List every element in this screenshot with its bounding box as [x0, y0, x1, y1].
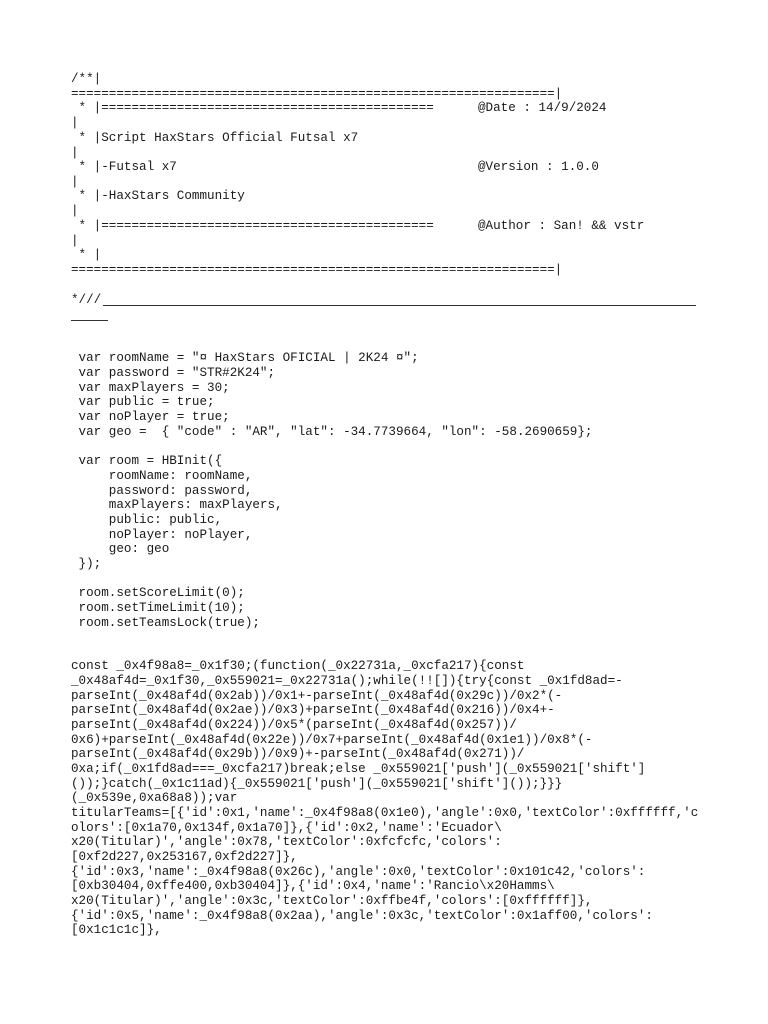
- obfuscated-line: titularTeams=[{'id':0x1,'name':_0x4f98a8(0x1e0),'angle':0x0,'textColor':0xffffff,'c: [71, 806, 699, 820]
- header-rule-top: ================================================================|: [71, 87, 563, 101]
- obfuscated-line: x20(Titular)','angle':0x3c,'textColor':0xffbe4f,'colors':[0xffffff]},: [71, 894, 593, 908]
- code-line: });: [71, 557, 102, 571]
- underline-rule-2: [71, 320, 108, 321]
- obfuscated-line: ());}catch(_0x1c11ad){_0x559021['push'](_0x559021['shift']());}}}: [71, 777, 563, 791]
- code-line: maxPlayers: maxPlayers,: [71, 498, 283, 512]
- code-line: var password = "STR#2K24";: [71, 366, 276, 380]
- header-pipe-2: |: [71, 146, 79, 160]
- header-pipe-1: |: [71, 116, 79, 130]
- obfuscated-line: {'id':0x5,'name':_0x4f98a8(0x2aa),'angle':0x3c,'textColor':0x1aff00,'colors':: [71, 909, 653, 923]
- header-version: @Version : 1.0.0: [478, 160, 599, 174]
- obfuscated-line: [0xf2d227,0x253167,0xf2d227]},: [71, 850, 298, 864]
- obfuscated-line: (_0x539e,0xa68a8));var: [71, 791, 238, 805]
- code-line: var noPlayer = true;: [71, 410, 230, 424]
- code-line: geo: geo: [71, 542, 170, 556]
- header-rule-bottom: ================================================================|: [71, 263, 563, 277]
- code-line: var geo = { "code" : "AR", "lat": -34.7739664, "lon": -58.2690659};: [71, 425, 593, 439]
- obfuscated-line: parseInt(_0x48af4d(0x2ae))/0x3)+parseInt(_0x48af4d(0x216))/0x4+-: [71, 703, 555, 717]
- code-line: noPlayer: noPlayer,: [71, 528, 253, 542]
- code-line: room.setTimeLimit(10);: [71, 601, 245, 615]
- header-futsal: * |-Futsal x7: [71, 160, 177, 174]
- code-line: room.setScoreLimit(0);: [71, 586, 245, 600]
- header-star-pipe: * |: [71, 248, 102, 262]
- code-line: var room = HBInit({: [71, 454, 223, 468]
- obfuscated-line: olors':[0x1a70,0x134f,0x1a70]},{'id':0x2,'name':'Ecuador\: [71, 821, 502, 835]
- header-rule-2: * |============================================: [71, 219, 434, 233]
- code-line: password: password,: [71, 484, 253, 498]
- header-pipe-4: |: [71, 204, 79, 218]
- obfuscated-line: _0x48af4d=_0x1f30,_0x559021=_0x22731a();while(!![]){try{const _0x1fd8ad=-: [71, 674, 623, 688]
- header-community: * |-HaxStars Community: [71, 189, 245, 203]
- obfuscated-line: [0xb30404,0xffe400,0xb30404]},{'id':0x4,'name':'Rancio\x20Hamms\: [71, 879, 555, 893]
- obfuscated-line: {'id':0x3,'name':_0x4f98a8(0x26c),'angle':0x0,'textColor':0x101c42,'colors':: [71, 865, 646, 879]
- obfuscated-line: const _0x4f98a8=_0x1f30;(function(_0x22731a,_0xcfa217){const: [71, 659, 525, 673]
- code-line: roomName: roomName,: [71, 469, 253, 483]
- obfuscated-line: 0xa;if(_0x1fd8ad===_0xcfa217)break;else _0x559021['push'](_0x559021['shift']: [71, 762, 646, 776]
- header-script-title: * |Script HaxStars Official Futsal x7: [71, 131, 359, 145]
- header-rule-1: * |============================================: [71, 101, 434, 115]
- obfuscated-line: [0x1c1c1c]},: [71, 923, 162, 937]
- obfuscated-line: parseInt(_0x48af4d(0x224))/0x5*(parseInt(_0x48af4d(0x257))/: [71, 718, 517, 732]
- comment-open: /**|: [71, 72, 102, 86]
- code-line: room.setTeamsLock(true);: [71, 616, 260, 630]
- comment-close: *///: [71, 293, 102, 307]
- header-pipe-5: |: [71, 234, 79, 248]
- code-line: var public = true;: [71, 395, 215, 409]
- code-line: var maxPlayers = 30;: [71, 381, 230, 395]
- header-author: @Author : San! && vstr: [478, 219, 645, 233]
- obfuscated-line: parseInt(_0x48af4d(0x2ab))/0x1+-parseInt(_0x48af4d(0x29c))/0x2*(-: [71, 689, 563, 703]
- header-pipe-3: |: [71, 175, 79, 189]
- obfuscated-line: x20(Titular)','angle':0x78,'textColor':0xfcfcfc,'colors':: [71, 835, 502, 849]
- obfuscated-line: parseInt(_0x48af4d(0x29b))/0x9)+-parseInt(_0x48af4d(0x271))/: [71, 747, 525, 761]
- obfuscated-line: 0x6)+parseInt(_0x48af4d(0x22e))/0x7+parseInt(_0x48af4d(0x1e1))/0x8*(-: [71, 733, 593, 747]
- header-date: @Date : 14/9/2024: [478, 101, 607, 115]
- underline-rule-1: [103, 305, 696, 306]
- code-line: var roomName = "¤ HaxStars OFICIAL | 2K24 ¤";: [71, 351, 419, 365]
- code-line: public: public,: [71, 513, 223, 527]
